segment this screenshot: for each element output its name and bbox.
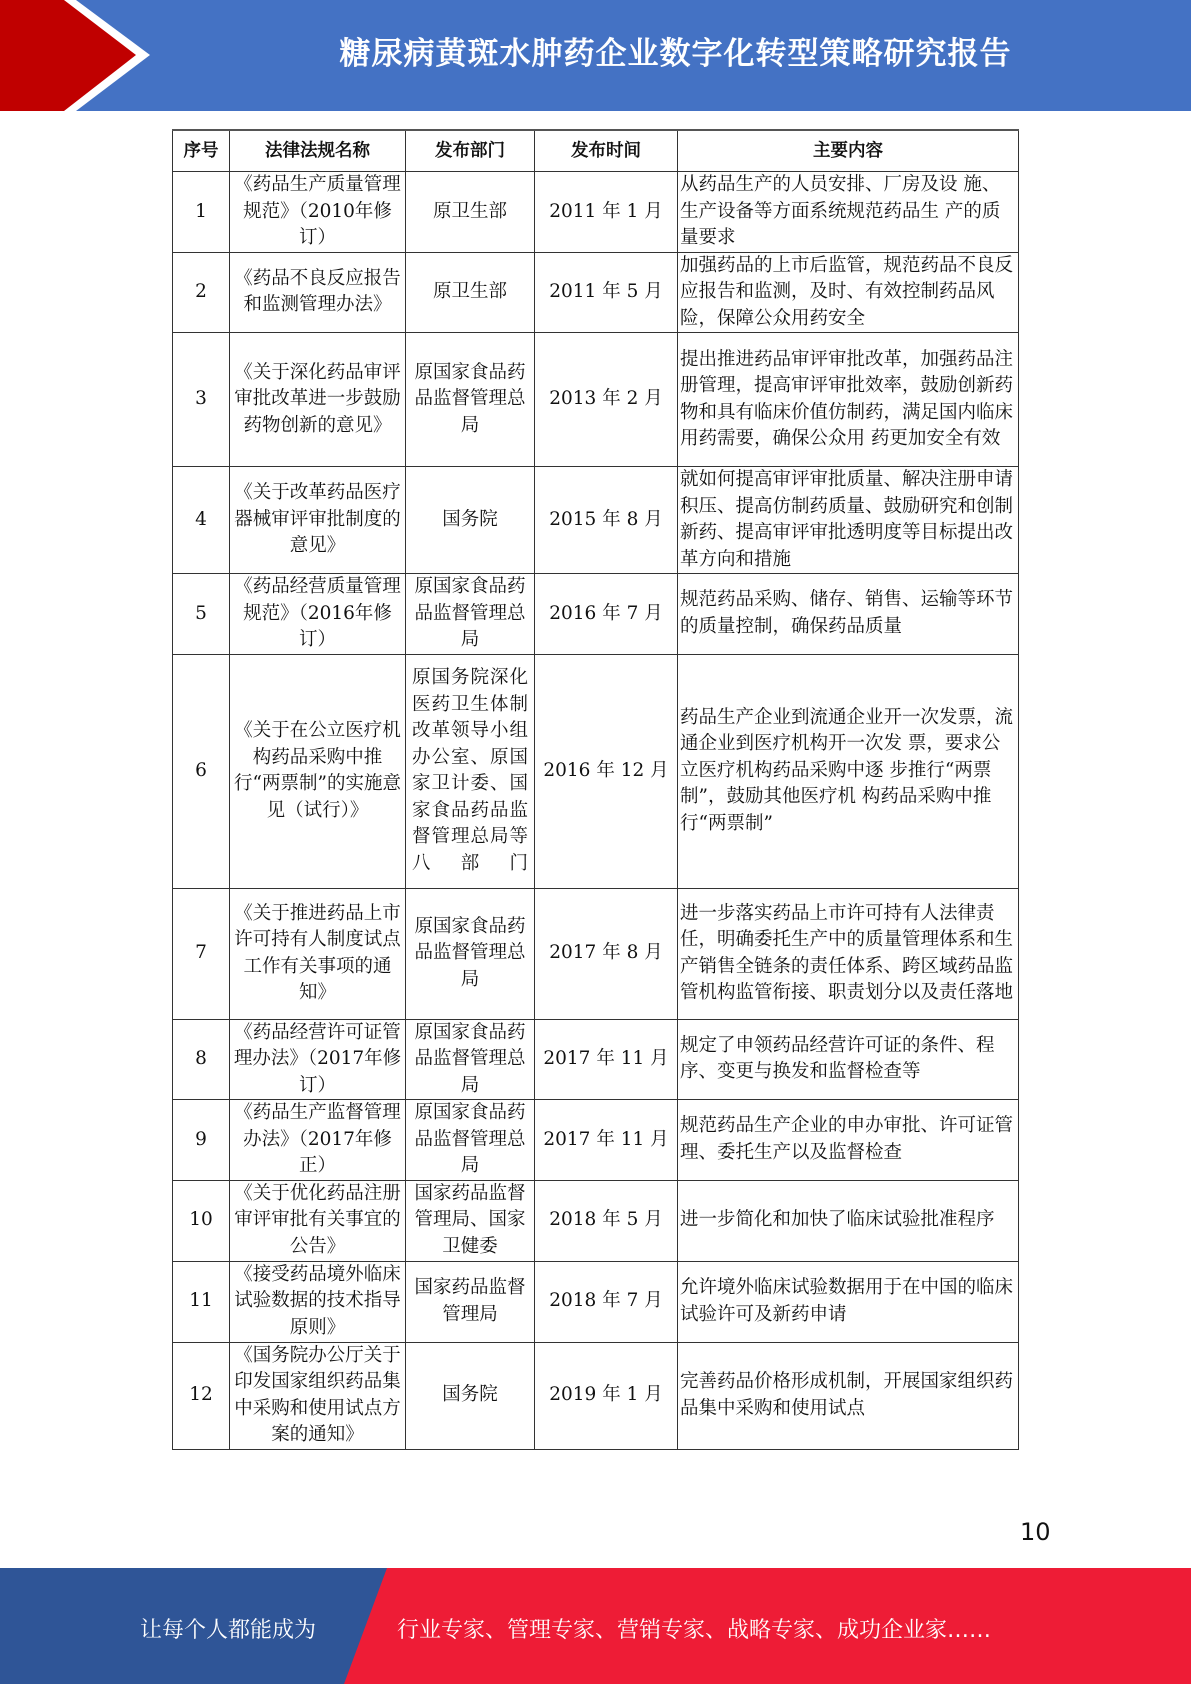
row-number: 7 [173,888,230,1019]
regulation-name: 《药品经营许可证管理办法》（2017年修订） [230,1019,406,1100]
issuing-department: 国务院 [406,1342,535,1449]
issuing-department: 原卫生部 [406,252,535,333]
column-header: 序号 [173,130,230,172]
regulation-name: 《接受药品境外临床试验数据的技术指导原则》 [230,1261,406,1342]
row-number: 1 [173,172,230,253]
issue-date: 2016 年 7 月 [535,574,678,655]
issuing-department: 国务院 [406,467,535,574]
table-row [173,252,1019,333]
issuing-department: 国家药品监督管理局、国家卫健委 [406,1180,535,1261]
table-row [173,1342,1019,1449]
row-number: 5 [173,574,230,655]
table-row [173,574,1019,655]
table-row [173,172,1019,253]
table-row [173,1180,1019,1261]
row-number: 6 [173,654,230,888]
column-header: 法律法规名称 [230,130,406,172]
main-content: 允许境外临床试验数据用于在中国的临床试验许可及新药申请 [678,1261,1019,1342]
issue-date: 2017 年 8 月 [535,888,678,1019]
row-number: 12 [173,1342,230,1449]
regulation-name: 《关于优化药品注册审评审批有关事宜的公告》 [230,1180,406,1261]
table-row [173,1261,1019,1342]
issuing-department: 原国家食品药品监督管理总局 [406,1019,535,1100]
issue-date: 2015 年 8 月 [535,467,678,574]
column-header: 发布时间 [535,130,678,172]
issuing-department: 原国家食品药品监督管理总局 [406,333,535,467]
column-header: 主要内容 [678,130,1019,172]
report-title: 糖尿病黄斑水肿药企业数字化转型策略研究报告 [339,36,1012,72]
main-content: 药品生产企业到流通企业开一次发票，流通企业到医疗机构开一次发 票，要求公立医疗机构药品采购中逐 步推行“两票制”，鼓励其他医疗机 构药品采购中推行“两票制” [678,654,1019,888]
regulation-name: 《关于推进药品上市许可持有人制度试点工作有关事项的通知》 [230,888,406,1019]
page-header-banner [0,0,1191,111]
regulations-table [172,129,1019,1450]
issue-date: 2011 年 5 月 [535,252,678,333]
regulation-name: 《关于在公立医疗机构药品采购中推行“两票制”的实施意见（试行）》 [230,654,406,888]
main-content: 完善药品价格形成机制，开展国家组织药品集中采购和使用试点 [678,1342,1019,1449]
main-content: 提出推进药品审评审批改革，加强药品注册管理，提高审评审批效率，鼓励创新药物和具有临床价值仿制药，满足国内临床用药需要，确保公众用 药更加安全有效 [678,333,1019,467]
issue-date: 2018 年 7 月 [535,1261,678,1342]
row-number: 4 [173,467,230,574]
issue-date: 2019 年 1 月 [535,1342,678,1449]
main-content: 从药品生产的人员安排、厂房及设 施、生产设备等方面系统规范药品生 产的质量要求 [678,172,1019,253]
main-content: 进一步简化和加快了临床试验批准程序 [678,1180,1019,1261]
main-content: 规定了申领药品经营许可证的条件、程序、变更与换发和监督检查等 [678,1019,1019,1100]
footer-slogan-right: 行业专家、管理专家、营销专家、战略专家、成功企业家…… [397,1618,992,1643]
issue-date: 2011 年 1 月 [535,172,678,253]
main-content: 进一步落实药品上市许可持有人法律责任，明确委托生产中的质量管理体系和生产销售全链条的责任体系、跨区域药品监管机构监管衔接、职责划分以及责任落地 [678,888,1019,1019]
regulation-name: 《药品不良反应报告和监测管理办法》 [230,252,406,333]
issuing-department: 原国家食品药品监督管理总局 [406,888,535,1019]
table-row [173,654,1019,888]
regulation-name: 《药品生产质量管理规范》（2010年修订） [230,172,406,253]
issuing-department: 国家药品监督管理局 [406,1261,535,1342]
row-number: 9 [173,1100,230,1181]
page-number: 10 [1020,1518,1051,1546]
main-content: 加强药品的上市后监管，规范药品不良反应报告和监测，及时、有效控制药品风险，保障公众用药安全 [678,252,1019,333]
issue-date: 2016 年 12 月 [535,654,678,888]
regulation-name: 《药品经营质量管理规范》（2016年修订） [230,574,406,655]
row-number: 8 [173,1019,230,1100]
issue-date: 2013 年 2 月 [535,333,678,467]
table-header-row [173,130,1019,172]
regulation-name: 《国务院办公厅关于印发国家组织药品集中采购和使用试点方案的通知》 [230,1342,406,1449]
main-content: 就如何提高审评审批质量、解决注册申请积压、提高仿制药质量、鼓励研究和创制新药、提高审评审批透明度等目标提出改革方向和措施 [678,467,1019,574]
main-content: 规范药品采购、储存、销售、运输等环节的质量控制，确保药品质量 [678,574,1019,655]
table-row [173,1100,1019,1181]
issuing-department: 原国家食品药品监督管理总局 [406,574,535,655]
table-row [173,333,1019,467]
issue-date: 2017 年 11 月 [535,1100,678,1181]
issuing-department: 原卫生部 [406,172,535,253]
issuing-department: 原国务院深化医药卫生体制改革领导小组办公室、原国家卫计委、国家食品药品监督管理总局等八部门 [406,654,535,888]
issue-date: 2017 年 11 月 [535,1019,678,1100]
main-content: 规范药品生产企业的申办审批、许可证管理、委托生产以及监督检查 [678,1100,1019,1181]
column-header: 发布部门 [406,130,535,172]
regulation-name: 《关于深化药品审评审批改革进一步鼓励药物创新的意见》 [230,333,406,467]
table-row [173,888,1019,1019]
regulation-name: 《药品生产监督管理办法》（2017年修正） [230,1100,406,1181]
row-number: 2 [173,252,230,333]
table-row [173,1019,1019,1100]
row-number: 10 [173,1180,230,1261]
table-row [173,467,1019,574]
row-number: 11 [173,1261,230,1342]
issuing-department: 原国家食品药品监督管理总局 [406,1100,535,1181]
footer-slogan-left: 让每个人都能成为 [140,1618,317,1643]
issue-date: 2018 年 5 月 [535,1180,678,1261]
row-number: 3 [173,333,230,467]
regulation-name: 《关于改革药品医疗器械审评审批制度的意见》 [230,467,406,574]
